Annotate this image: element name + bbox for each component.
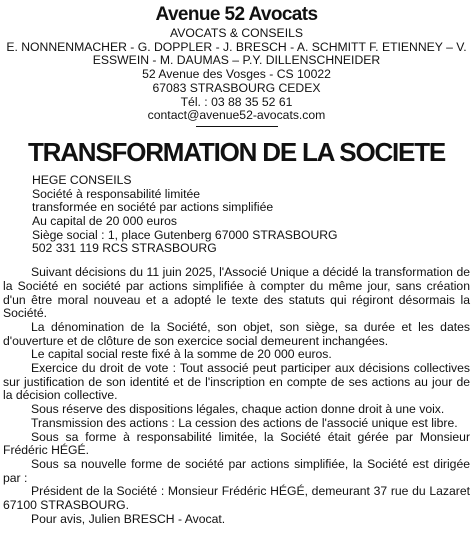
firm-email: contact@avenue52-avocats.com: [147, 108, 326, 123]
body-paragraph: La dénomination de la Société, son objet, son siège, sa durée et les dates d'ouverture et de clôture de son exercice social demeurent inchangées.: [3, 319, 470, 348]
body-paragraph: Le capital social reste fixé à la somme de 20 000 euros.: [31, 347, 332, 362]
firm-city: 67083 STRASBOURG CEDEX: [152, 80, 321, 95]
signature: Pour avis, Julien BRESCH - Avocat.: [31, 511, 226, 526]
partners-line-2: ESSWEIN - M. DAUMAS – P.Y. DILLENSCHNEIDER: [92, 53, 381, 68]
company-capital: Au capital de 20 000 euros: [32, 214, 178, 229]
body-paragraph: Sous réserve des dispositions légales, chaque action donne droit à une voix.: [31, 402, 445, 417]
body-paragraph: Transmission des actions : La cession des actions de l'associé unique est libre.: [31, 415, 458, 430]
company-form: Société à responsabilité limitée: [32, 186, 201, 201]
firm-street-address: 52 Avenue des Vosges - CS 10022: [142, 67, 331, 82]
body-paragraph: Président de la Société : Monsieur Frédéric HÉGÉ, demeurant 37 rue du Lazaret 67100 STRASBOURG.: [3, 484, 470, 513]
header-divider: [196, 126, 278, 127]
company-transformation: transformée en société par actions simplifiée: [32, 200, 274, 215]
company-name: HEGE CONSEILS: [32, 172, 132, 187]
firm-name: Avenue 52 Avocats: [155, 4, 318, 25]
notice-title: TRANSFORMATION DE LA SOCIETE: [27, 136, 446, 167]
firm-tagline: AVOCATS & CONSEILS: [170, 26, 303, 40]
notice-body: [3, 266, 470, 526]
company-rcs: 502 331 119 RCS STRASBOURG: [32, 241, 217, 256]
company-registered-office: Siège social : 1, place Gutenberg 67000 STRASBOURG: [32, 227, 338, 242]
body-paragraph: Exercice du droit de vote : Tout associé peut participer aux décisions collectives sur justification de son identité et de l'inscription en compte de ses actions au jour de la décision collective.: [3, 361, 470, 403]
body-paragraph: Suivant décisions du 11 juin 2025, l'Associé Unique a décidé la transformation de la Société en société par actions simplifiée à compter du même jour, sans création d'un être moral nouveau et a adopté le texte des statuts qui régiront désormais la Société.: [3, 265, 470, 321]
partners-line-1: E. NONNENMACHER - G. DOPPLER - J. BRESCH - A. SCHMITT F. ETIENNEY – V.: [6, 39, 467, 54]
body-paragraph: Sous sa nouvelle forme de société par actions simplifiée, la Société est dirigée par :: [3, 456, 470, 485]
firm-phone: Tél. : 03 88 35 52 61: [180, 94, 293, 109]
company-block: [3, 174, 470, 256]
body-paragraph: Sous sa forme à responsabilité limitée, la Société était gérée par Monsieur Frédéric HÉGÉ.: [3, 429, 470, 458]
